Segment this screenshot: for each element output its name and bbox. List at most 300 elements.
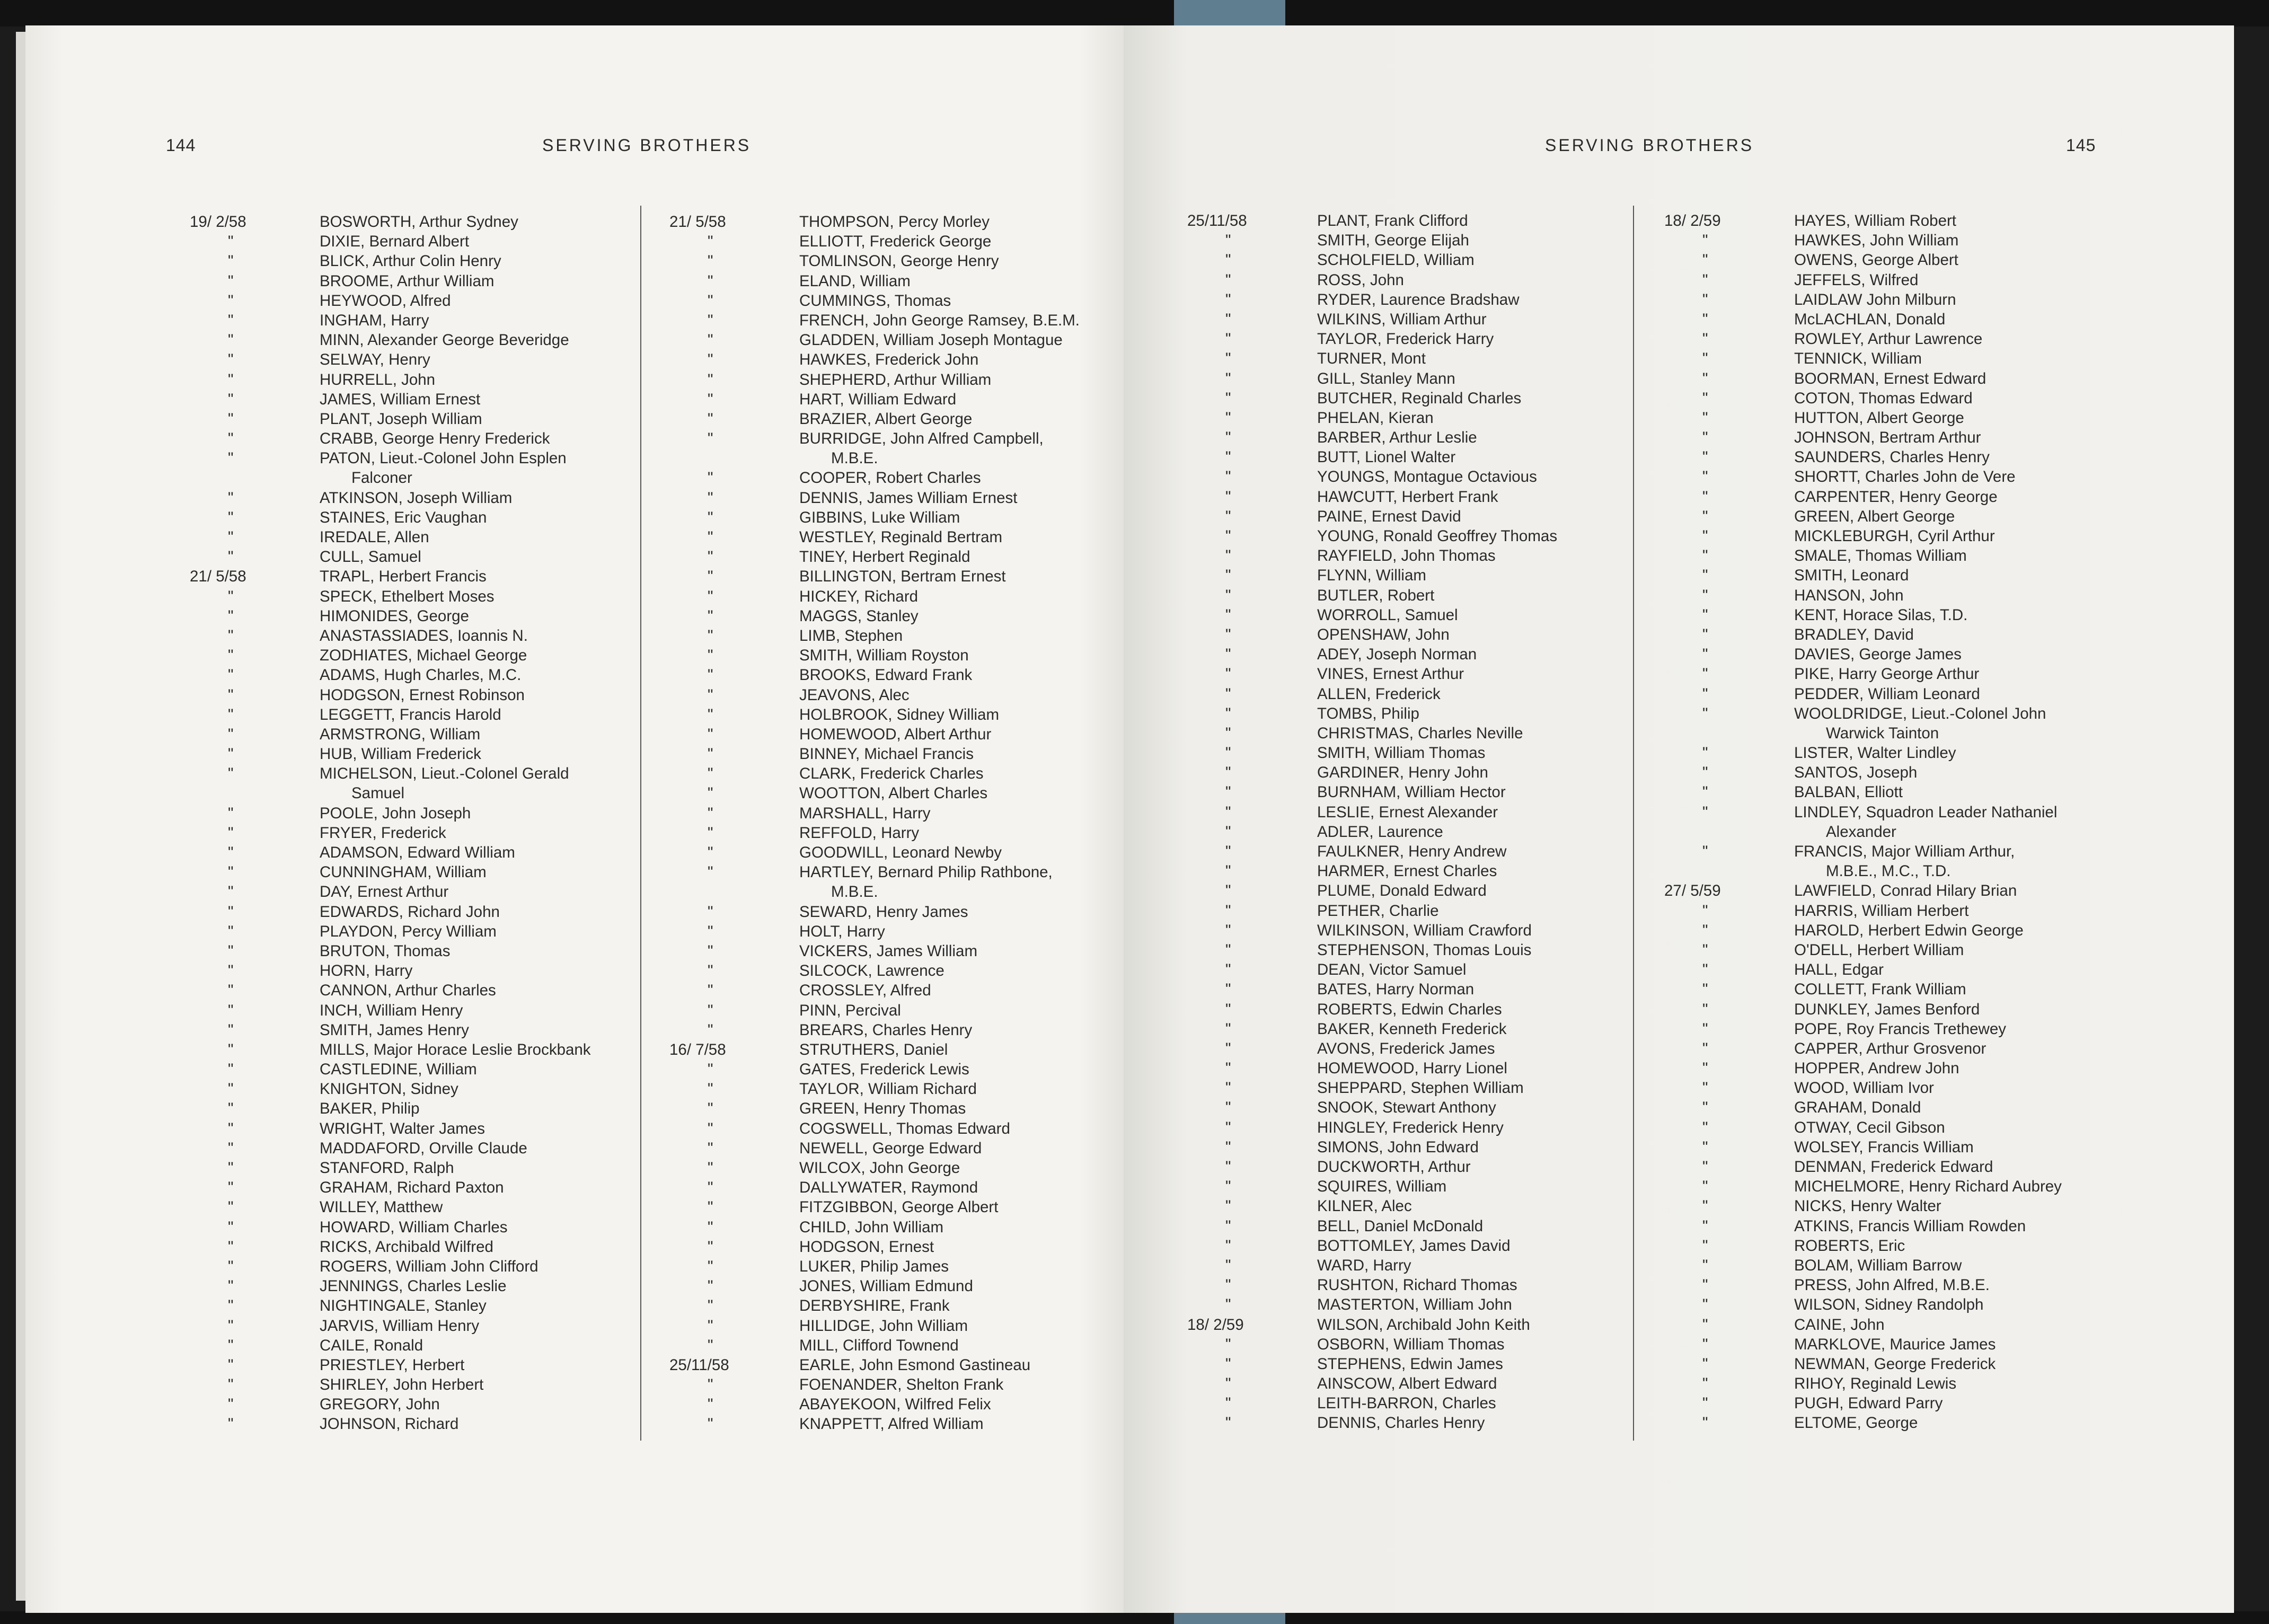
entry-row [1664,1374,2226,1393]
entry-name: DENNIS, Charles Henry [1317,1414,1485,1432]
entry-name: RUSHTON, Richard Thomas [1317,1276,1517,1294]
ditto-mark: " [1702,330,1708,348]
entry-name: MAGGS, Stanley [799,607,919,625]
ditto-mark: " [1225,1355,1231,1373]
entry-row [669,1375,1120,1394]
entry-name: SANTOS, Joseph [1794,764,1918,782]
entry-name: MILLS, Major Horace Leslie Brockbank [320,1040,591,1058]
entry-row [1664,1039,2226,1058]
ditto-mark: " [1225,744,1231,762]
entry-row [669,1336,1120,1355]
entry-row [669,902,1120,922]
ditto-mark: " [1225,1197,1231,1215]
ditto-mark: " [1225,665,1231,683]
ditto-mark: " [1702,803,1708,821]
entry-name: WILSON, Archibald John Keith [1317,1316,1530,1334]
entry-row [190,1079,640,1099]
entry-row [669,448,1120,468]
entry-name: MADDAFORD, Orville Claude [320,1139,527,1157]
entry-name: TENNICK, William [1794,350,1922,368]
entry-row [1187,526,1627,546]
ditto-mark: " [1702,369,1708,387]
entry-row [669,1020,1120,1040]
entry-row [669,665,1120,685]
entry-name: AVONS, Frederick James [1317,1039,1495,1057]
ditto-mark: " [1225,704,1231,722]
entry-row [1187,1413,1627,1433]
entry-date: 18/ 2/59 [1187,1316,1244,1334]
entry-name: HAROLD, Herbert Edwin George [1794,921,2024,939]
ditto-mark: " [1225,764,1231,782]
entry-name: BATES, Harry Norman [1317,981,1475,999]
ditto-mark: " [228,686,234,704]
entry-name: HILLIDGE, John William [799,1317,968,1335]
ditto-mark: " [1225,1256,1231,1274]
entry-name: COTON, Thomas Edward [1794,389,1973,407]
entry-row [669,1138,1120,1158]
entry-row [1187,802,1627,822]
ditto-mark: " [708,1061,713,1079]
entry-name-continued: Alexander [1826,823,1896,841]
entry-row [1664,566,2226,585]
ditto-mark: " [1225,1158,1231,1176]
ditto-mark: " [228,272,234,290]
entry-row [190,390,640,409]
ditto-mark: " [708,844,713,861]
ditto-mark: " [228,666,234,684]
entry-name: TOMBS, Philip [1317,704,1419,722]
entry-row [669,1276,1120,1296]
ditto-mark: " [1702,1079,1708,1097]
ditto-mark: " [1702,1000,1708,1018]
entry-row [190,547,640,567]
entry-name: FLYNN, William [1317,567,1426,585]
ditto-mark: " [228,292,234,310]
entry-name: STAINES, Eric Vaughan [320,508,487,526]
ditto-mark: " [1225,310,1231,328]
entry-name: IREDALE, Allen [320,528,429,546]
entry-row [669,1158,1120,1178]
entry-row [1187,704,1627,723]
entry-row [190,587,640,606]
ditto-mark: " [1702,1158,1708,1176]
entry-name: ROSS, John [1317,271,1404,289]
entry-name: HAWCUTT, Herbert Frank [1317,488,1498,506]
entry-name: POPE, Roy Francis Trethewey [1794,1020,2007,1038]
ditto-mark: " [708,430,713,448]
ditto-mark: " [1225,547,1231,565]
entry-row [1664,901,2226,921]
ditto-mark: " [708,1119,713,1137]
entry-row [669,1119,1120,1138]
entry-row [669,804,1120,823]
entry-date: 18/ 2/59 [1664,212,1721,230]
entry-row [1187,270,1627,290]
ditto-mark: " [1225,1237,1231,1255]
entry-name: REFFOLD, Harry [799,824,920,842]
ditto-mark: " [228,804,234,822]
entry-name: BROOME, Arthur William [320,272,495,290]
entry-name: FRANCIS, Major William Arthur, [1794,843,2015,860]
entry-row [669,1099,1120,1118]
ditto-mark: " [1225,1020,1231,1038]
entry-row [1664,310,2226,329]
entry-name: SMITH, James Henry [320,1021,469,1039]
ditto-mark: " [1702,744,1708,762]
ditto-mark: " [708,863,713,881]
entry-name: ROGERS, William John Clifford [320,1257,538,1275]
entry-name: SHORTT, Charles John de Vere [1794,468,2016,486]
ditto-mark: " [708,725,713,743]
entry-name: GILL, Stanley Mann [1317,369,1455,387]
entry-name: SAUNDERS, Charles Henry [1794,448,1990,466]
ditto-mark: " [1225,1178,1231,1196]
entry-row [190,744,640,764]
ditto-mark: " [1225,803,1231,821]
ditto-mark: " [708,1317,713,1335]
entry-name: MASTERTON, William John [1317,1296,1512,1314]
entry-row [190,1099,640,1118]
entry-row [1187,487,1627,507]
entry-row [1664,408,2226,428]
entry-row [1187,979,1627,999]
running-head: SERVING BROTHERS [1545,136,1754,155]
entry-row [190,665,640,685]
ditto-mark: " [708,745,713,763]
ditto-mark: " [228,351,234,369]
entry-name: WILKINSON, William Crawford [1317,921,1532,939]
entry-row [1187,1354,1627,1374]
entry-name: GOODWILL, Leonard Newby [799,844,1002,861]
ditto-mark: " [1702,350,1708,368]
ditto-mark: " [708,351,713,369]
entry-name: WOLSEY, Francis William [1794,1138,1974,1156]
entry-row [1664,586,2226,605]
entry-name: ALLEN, Frederick [1317,685,1441,703]
entry-name: STANFORD, Ralph [320,1159,454,1177]
entry-row [1664,231,2226,250]
entry-row [669,783,1120,803]
ditto-mark: " [1225,232,1231,250]
entry-row [1664,1019,2226,1039]
entry-row [1187,1177,1627,1196]
ditto-mark: " [1225,389,1231,407]
entry-row [669,1414,1120,1434]
ditto-mark: " [1702,232,1708,250]
entry-row [190,804,640,823]
entry-name: INGHAM, Harry [320,311,429,329]
entry-name: HOMEWOOD, Harry Lionel [1317,1060,1507,1078]
entry-row [1187,782,1627,802]
entry-row [1664,349,2226,368]
entry-name: WRIGHT, Walter James [320,1119,485,1137]
entries-column [1187,211,1627,1433]
entry-row [190,823,640,843]
entry-row [1664,447,2226,467]
entry-name: KNIGHTON, Sidney [320,1080,458,1098]
ditto-mark: " [708,410,713,428]
ditto-mark: " [228,410,234,428]
ditto-mark: " [1702,507,1708,525]
ditto-mark: " [708,587,713,605]
entry-row [1187,1019,1627,1039]
entry-row [669,468,1120,488]
ditto-mark: " [1702,488,1708,506]
entry-name: PINN, Percival [799,1001,901,1019]
entry-name: ARMSTRONG, William [320,725,481,743]
entry-row [1664,329,2226,349]
entry-name: POOLE, John Joseph [320,804,471,822]
entry-row [1664,1354,2226,1374]
entry-row [669,1040,1120,1060]
entry-row [1664,1196,2226,1216]
ditto-mark: " [708,922,713,940]
ditto-mark: " [1225,1060,1231,1078]
entry-row [190,1020,640,1040]
ditto-mark: " [1225,330,1231,348]
entry-name: SIMONS, John Edward [1317,1138,1479,1156]
ditto-mark: " [708,1238,713,1256]
entry-name: RYDER, Laurence Bradshaw [1317,290,1520,308]
entry-name: KENT, Horace Silas, T.D. [1794,606,1968,624]
ditto-mark: " [1702,1020,1708,1038]
entry-row [669,587,1120,606]
ditto-mark: " [708,824,713,842]
entry-name: PLUME, Donald Edward [1317,882,1487,900]
entry-row [190,705,640,725]
entry-row [1664,1098,2226,1117]
right-page [1124,25,2234,1613]
entry-name: ATKINS, Francis William Rowden [1794,1217,2026,1235]
entry-row [190,941,640,961]
entries-column [669,212,1120,1434]
ditto-mark: " [1225,369,1231,387]
ditto-mark: " [1225,1099,1231,1117]
ditto-mark: " [1702,1039,1708,1057]
ditto-mark: " [1225,1414,1231,1432]
ditto-mark: " [1702,409,1708,427]
entry-row [1664,1118,2226,1137]
entry-name: LAWFIELD, Conrad Hilary Brian [1794,882,2017,900]
ditto-mark: " [228,548,234,566]
entry-row [1187,664,1627,684]
entry-name: PUGH, Edward Parry [1794,1394,1943,1413]
scan-background-top [0,0,2269,27]
entry-name: ROBERTS, Eric [1794,1237,1905,1255]
entry-name: HAWKES, John William [1794,232,1959,250]
entry-name: CUNNINGHAM, William [320,863,487,881]
entry-name: MICKLEBURGH, Cyril Arthur [1794,527,1995,545]
entry-row [1664,940,2226,960]
ditto-mark: " [228,883,234,901]
entry-name: O'DELL, Herbert William [1794,941,1964,959]
entry-name-continued: Warwick Tainton [1826,724,1939,742]
entry-name: CLARK, Frederick Charles [799,765,984,783]
ditto-mark: " [228,725,234,743]
entry-row [669,508,1120,527]
entry-name: OTWAY, Cecil Gibson [1794,1118,1945,1136]
entry-name: WILLEY, Matthew [320,1198,443,1216]
entry-row [1187,960,1627,979]
entry-name: STRUTHERS, Daniel [799,1040,948,1058]
ditto-mark: " [708,784,713,802]
entry-name: LINDLEY, Squadron Leader Nathaniel [1794,803,2058,821]
entry-row [669,922,1120,941]
entry-row [1187,881,1627,901]
entry-row [1664,1137,2226,1157]
entry-name: PEDDER, William Leonard [1794,685,1980,703]
entry-row [1664,211,2226,231]
entry-row [190,429,640,448]
entry-row [190,291,640,311]
entry-row [669,685,1120,705]
entry-name: CUMMINGS, Thomas [799,292,951,310]
entry-row [1187,428,1627,447]
entry-name: HEYWOOD, Alfred [320,292,451,310]
ditto-mark: " [708,942,713,960]
ditto-mark: " [708,607,713,625]
entry-row [1187,250,1627,270]
ditto-mark: " [708,647,713,665]
entry-row [190,1001,640,1020]
ditto-mark: " [1225,1079,1231,1097]
entry-row [1187,546,1627,566]
ditto-mark: " [1225,290,1231,308]
entry-name: BARBER, Arthur Leslie [1317,429,1477,447]
ditto-mark: " [228,962,234,980]
entry-row [1187,1196,1627,1216]
entry-row [1664,704,2226,723]
entry-row [1664,960,2226,979]
ditto-mark: " [708,508,713,526]
ditto-mark: " [708,489,713,507]
entry-row [669,1217,1120,1237]
entry-row [1664,664,2226,684]
entry-row [1664,1256,2226,1275]
ditto-mark: " [708,962,713,980]
entry-name: TOMLINSON, George Henry [799,252,999,270]
entry-name: HART, William Edward [799,390,957,408]
ditto-mark: " [1225,586,1231,604]
ditto-mark: " [1702,1118,1708,1136]
entry-row [1187,586,1627,605]
ditto-mark: " [1225,961,1231,979]
entry-name: WESTLEY, Reginald Bertram [799,528,1003,546]
ditto-mark: " [708,982,713,1000]
ditto-mark: " [708,272,713,290]
entry-name: BINNEY, Michael Francis [799,745,974,763]
entry-row [1187,447,1627,467]
ditto-mark: " [228,1198,234,1216]
ditto-mark: " [1225,921,1231,939]
entry-name: BOSWORTH, Arthur Sydney [320,213,518,231]
ditto-mark: " [228,982,234,1000]
ditto-mark: " [1225,409,1231,427]
entry-row [190,1296,640,1316]
entry-name: ADAMSON, Edward William [320,844,515,861]
entry-row [669,330,1120,350]
entry-name: PLANT, Joseph William [320,410,482,428]
entry-row [1187,1058,1627,1078]
entry-row [1664,467,2226,487]
ditto-mark: " [708,1139,713,1157]
entry-row [1187,1216,1627,1236]
entry-name: CULL, Samuel [320,548,421,566]
ditto-mark: " [228,705,234,723]
entry-name: CARPENTER, Henry George [1794,488,1998,506]
ditto-mark: " [708,292,713,310]
ditto-mark: " [708,1021,713,1039]
entry-row [1187,1374,1627,1393]
ditto-mark: " [228,1336,234,1354]
entry-name: ADAMS, Hugh Charles, M.C. [320,666,522,684]
entry-name: BROOKS, Edward Frank [799,666,973,684]
entry-name: VINES, Ernest Arthur [1317,665,1464,683]
entry-row [190,409,640,429]
ditto-mark: " [708,1179,713,1197]
entry-row [1664,369,2226,389]
entry-row [1187,1256,1627,1275]
ditto-mark: " [1225,567,1231,585]
entry-name: BURNHAM, William Hector [1317,783,1506,801]
ditto-mark: " [1702,941,1708,959]
entry-name: RAYFIELD, John Thomas [1317,547,1496,565]
entry-name: GRAHAM, Richard Paxton [320,1179,504,1197]
entry-row [1664,1058,2226,1078]
ditto-mark: " [1225,271,1231,289]
entry-row [190,330,640,350]
ditto-mark: " [1225,606,1231,624]
ditto-mark: " [228,1257,234,1275]
entry-name: SILCOCK, Lawrence [799,962,944,980]
entry-name: KNAPPETT, Alfred William [799,1415,984,1433]
entry-row [1187,1137,1627,1157]
entry-name-continued: M.B.E., M.C., T.D. [1826,862,1951,880]
ditto-mark: " [1225,468,1231,486]
ditto-mark: " [228,745,234,763]
ditto-mark: " [708,1218,713,1236]
entry-name: SMALE, Thomas William [1794,547,1967,565]
entry-name-continued: Samuel [351,784,405,802]
entry-name: HORN, Harry [320,962,413,980]
entry-name: CASTLEDINE, William [320,1061,477,1079]
entry-name: GLADDEN, William Joseph Montague [799,331,1063,349]
entry-name: KILNER, Alec [1317,1197,1412,1215]
entry-name: AINSCOW, Albert Edward [1317,1375,1497,1393]
ditto-mark: " [228,1238,234,1256]
entry-name: HOPPER, Andrew John [1794,1060,1959,1078]
entry-name: NICKS, Henry Walter [1794,1197,1941,1215]
entry-row [190,567,640,586]
ditto-mark: " [1225,1276,1231,1294]
ditto-mark: " [708,370,713,389]
entry-row [190,1178,640,1197]
entry-name: BOORMAN, Ernest Edward [1794,369,1987,387]
ditto-mark: " [1225,1217,1231,1235]
entry-row [669,1001,1120,1020]
entry-name: BOLAM, William Barrow [1794,1256,1962,1274]
entry-row [1664,1275,2226,1295]
ditto-mark: " [1702,1256,1708,1274]
ditto-mark: " [1702,1296,1708,1314]
ditto-mark: " [1225,1118,1231,1136]
entry-row [669,1079,1120,1099]
entry-row [1187,763,1627,782]
entry-row [190,1355,640,1375]
ditto-mark: " [1702,921,1708,939]
entry-name: LISTER, Walter Lindley [1794,744,1956,762]
entry-name: MARSHALL, Harry [799,804,931,822]
